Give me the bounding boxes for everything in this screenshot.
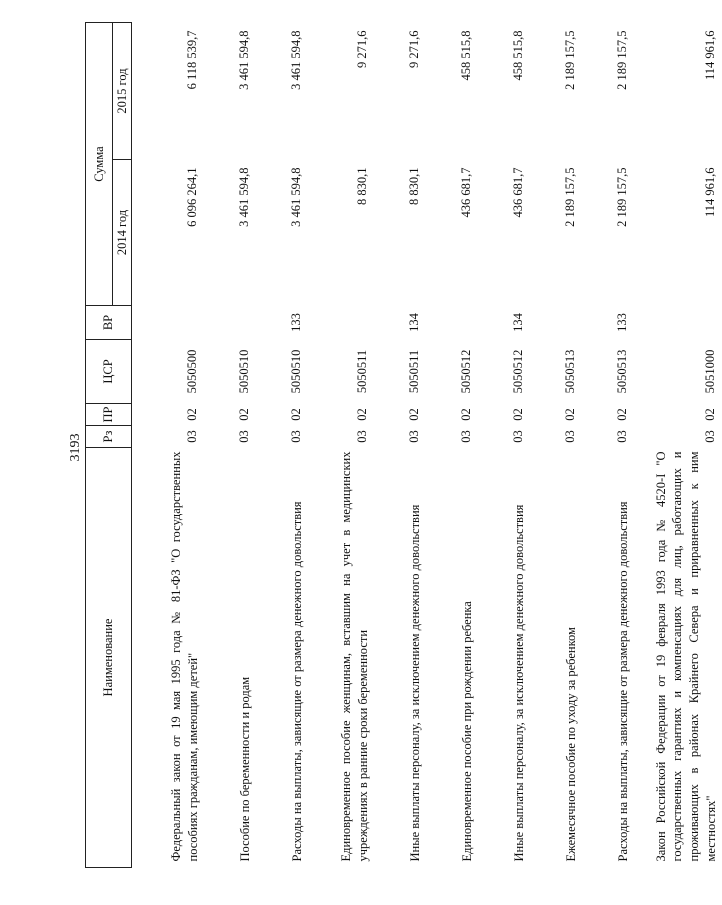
header-2015: 2015 год	[113, 23, 132, 160]
row-2014: 436 681,7	[511, 167, 525, 218]
row-csr: 5050512	[459, 349, 473, 394]
row-2015: 6 118 539,7	[185, 30, 199, 90]
table-row	[374, 23, 426, 868]
row-name: Иные выплаты персоналу, за исключением денежного довольствия	[512, 504, 527, 862]
header-csr: ЦСР	[86, 340, 132, 404]
row-2014: 6 096 264,1	[185, 167, 199, 227]
row-2015: 114 961,6	[703, 30, 717, 81]
table-row	[204, 23, 256, 868]
row-rz: 03	[511, 430, 525, 443]
row-rz: 03	[563, 430, 577, 443]
row-rz: 03	[289, 430, 303, 443]
row-name: Ежемесячное пособие по уходу за ребенком	[564, 627, 579, 862]
row-csr: 5050511	[355, 349, 369, 394]
row-csr: 5050500	[185, 349, 199, 394]
table-row	[634, 23, 722, 868]
row-name: Закон Российской Федерации от 19 февраля 1993 года № 4520-I "О государственных гарантиях и компенсациях для лиц, работающих и проживающих в районах Крайнего Севера и приравненных к ним местностях"	[653, 451, 719, 862]
row-name: Иные выплаты персоналу, за исключением денежного довольствия	[408, 504, 423, 862]
row-2014: 8 830,1	[407, 167, 421, 205]
row-vr	[634, 306, 722, 340]
row-name: Пособие по беременности и родам	[238, 676, 253, 862]
row-name: Расходы на выплаты, зависящие от размера денежного довольствия	[616, 501, 631, 862]
row-vr	[204, 306, 256, 340]
table-row	[308, 23, 374, 868]
row-2015: 2 189 157,5	[563, 30, 577, 90]
header-name: Наименование	[86, 448, 132, 868]
row-vr: 134	[407, 313, 421, 332]
row-pr: 02	[703, 408, 717, 421]
row-vr	[132, 306, 205, 340]
row-2015: 458 515,8	[511, 30, 525, 81]
row-vr	[426, 306, 478, 340]
table-row	[530, 23, 582, 868]
row-2014: 3 461 594,8	[237, 167, 251, 227]
row-2014: 2 189 157,5	[615, 167, 629, 227]
header-pr: ПР	[86, 404, 132, 426]
table-row	[582, 23, 634, 868]
row-csr: 5050513	[563, 349, 577, 394]
row-pr: 02	[407, 408, 421, 421]
row-2015: 458 515,8	[459, 30, 473, 81]
row-rz: 03	[237, 430, 251, 443]
row-2015: 9 271,6	[355, 30, 369, 68]
row-csr: 5050511	[407, 349, 421, 394]
row-2015: 9 271,6	[407, 30, 421, 68]
row-rz: 03	[703, 430, 717, 443]
row-csr: 5050513	[615, 349, 629, 394]
header-vr: ВР	[86, 306, 132, 340]
row-2014: 114 961,6	[703, 167, 717, 218]
row-name: Расходы на выплаты, зависящие от размера денежного довольствия	[290, 501, 305, 862]
row-vr: 133	[289, 313, 303, 332]
row-2015: 3 461 594,8	[237, 30, 251, 90]
row-pr: 02	[615, 408, 629, 421]
row-name: Единовременное пособие при рождении ребенка	[460, 601, 475, 862]
table-row	[426, 23, 478, 868]
row-csr: 5050512	[511, 349, 525, 394]
row-pr: 02	[355, 408, 369, 421]
row-pr: 02	[237, 408, 251, 421]
row-vr	[308, 306, 374, 340]
row-name: Федеральный закон от 19 мая 1995 года № 81-ФЗ "О государственных пособиях гражданам, имеющим детей"	[169, 451, 201, 862]
row-pr: 02	[511, 408, 525, 421]
budget-table	[85, 22, 722, 868]
row-pr: 02	[459, 408, 473, 421]
header-rz: Рз	[86, 426, 132, 448]
row-pr: 02	[185, 408, 199, 421]
row-rz: 03	[407, 430, 421, 443]
table-row	[256, 23, 308, 868]
row-2015: 3 461 594,8	[289, 30, 303, 90]
table-row	[132, 23, 205, 868]
header-sum: Сумма	[86, 23, 113, 306]
row-rz: 03	[459, 430, 473, 443]
row-csr: 5051000	[703, 349, 717, 394]
row-2014: 3 461 594,8	[289, 167, 303, 227]
table-row	[478, 23, 530, 868]
row-rz: 03	[615, 430, 629, 443]
row-pr: 02	[289, 408, 303, 421]
rotated-document-page	[30, 20, 719, 875]
row-csr: 5050510	[289, 349, 303, 394]
row-name: Единовременное пособие женщинам, вставшим на учет в медицинских учреждениях в ранние сроки беременности	[339, 451, 371, 862]
row-vr	[530, 306, 582, 340]
row-2014: 436 681,7	[459, 167, 473, 218]
row-vr: 134	[511, 313, 525, 332]
row-2014: 8 830,1	[355, 167, 369, 205]
row-pr: 02	[563, 408, 577, 421]
row-csr: 5050510	[237, 349, 251, 394]
row-vr: 133	[615, 313, 629, 332]
row-2014: 2 189 157,5	[563, 167, 577, 227]
header-2014: 2014 год	[113, 160, 132, 306]
row-rz: 03	[355, 430, 369, 443]
row-rz: 03	[185, 430, 199, 443]
row-2015: 2 189 157,5	[615, 30, 629, 90]
page-number: 3193	[68, 433, 83, 462]
